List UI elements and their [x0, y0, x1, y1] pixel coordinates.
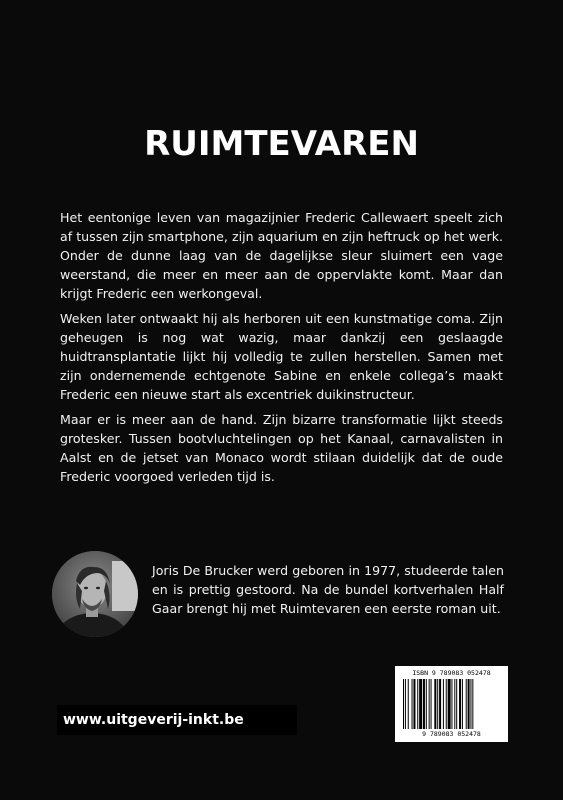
isbn-barcode — [395, 666, 508, 742]
isbn-label: ISBN 9 789083 052478 — [412, 669, 491, 677]
author-bio: Joris De Brucker werd geboren in 1977, studeerde talen en is prettig gestoord. Na de bundel kortverhalen Half Gaar brengt hij met Ruimtevaren een eerste roman uit. — [152, 563, 504, 616]
author-portrait-image — [52, 551, 138, 637]
blurb-paragraph-1: Het eentonige leven van magazijnier Frederic Callewaert speelt zich af tussen zijn smartphone, zijn aquarium en zijn heftruck op het werk. Onder de dunne laag van de dagelijkse sleur sluimert een vage weerstand, die meer en meer aan de oppervlakte komt. Maar dan krijgt Frederic een werkongeval. — [60, 210, 503, 301]
barcode-digits: 9 789083 052478 — [422, 730, 481, 738]
book-title: RUIMTEVAREN — [144, 124, 419, 164]
publisher-website-link[interactable]: www.uitgeverij-inkt.be — [57, 705, 297, 735]
blurb-paragraph-3: Maar er is meer aan de hand. Zijn bizarre transformatie lijkt steeds grotesker. Tussen bootvluchtelingen op het Kanaal, carnavalisten in Aalst en de jetset van Monaco wordt stilaan duidelijk dat de oude Frederic voorgoed verleden tijd is. — [60, 412, 503, 484]
barcode-bars-icon — [403, 679, 500, 729]
author-photo — [52, 551, 138, 637]
blurb-paragraph-2: Weken later ontwaakt hij als herboren uit een kunstmatige coma. Zijn geheugen is nog wat wazig, maar dankzij een geslaagde huidtransplantatie lijkt hij volledig te zullen herstellen. Samen met zijn ondernemende echtgenote Sabine en enkele collega’s maakt Frederic een nieuwe start als excentriek duikinstructeur. — [60, 311, 503, 402]
